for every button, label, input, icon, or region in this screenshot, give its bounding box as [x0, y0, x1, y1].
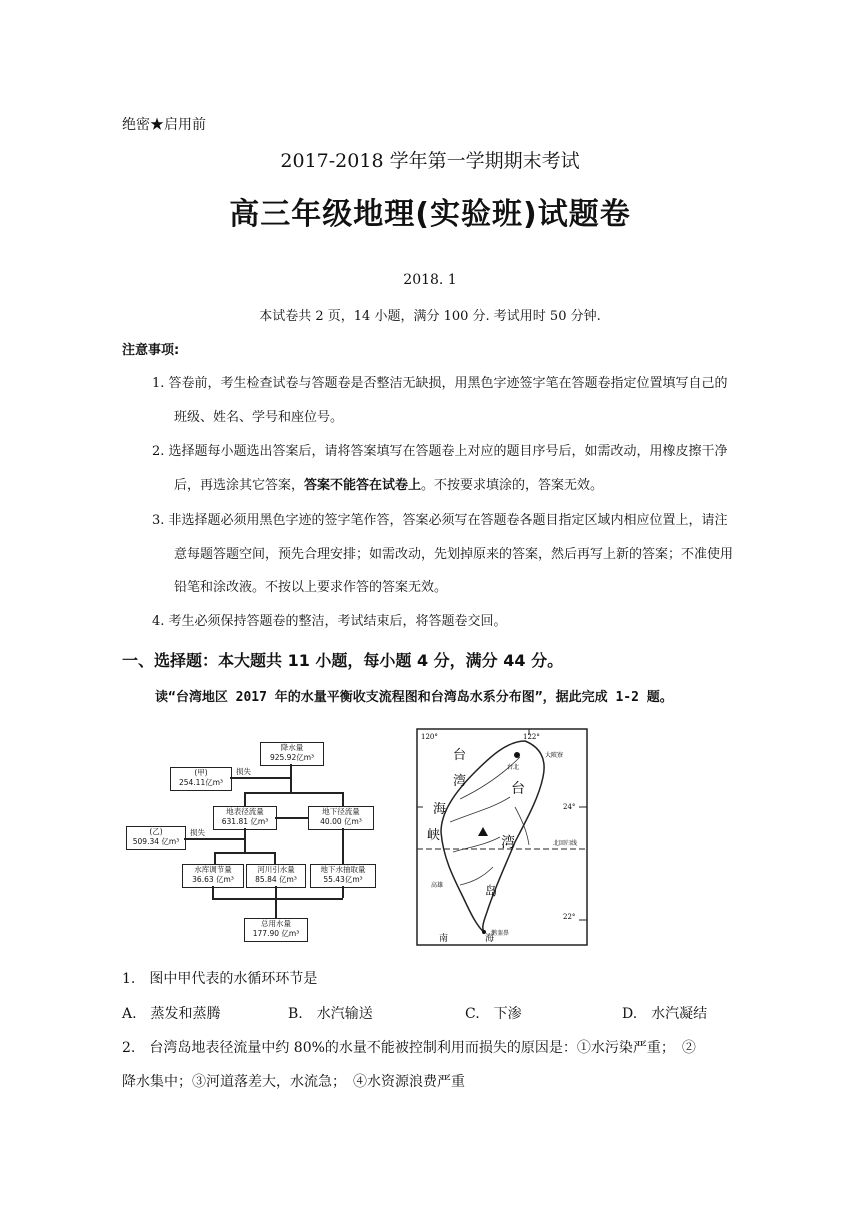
box-value: 55.43亿m³ — [323, 875, 363, 884]
box-label: 水库调节量 — [194, 865, 232, 874]
section-title: 一、选择题：本大题共 11 小题，每小题 4 分，满分 44 分。 — [122, 651, 564, 670]
notice-item-1: 1. 答卷前，考生检查试卷与答题卷是否整洁无缺损，用黑色字迹签字笔在答题卷指定位置填写自己的 — [152, 376, 728, 391]
notice-text: 后，再选涂其它答案， — [174, 478, 305, 493]
confidential-label: 绝密★启用前 — [122, 117, 206, 133]
ground-runoff-box — [308, 806, 374, 830]
connector — [342, 828, 344, 864]
island-char: 湾 — [501, 835, 515, 851]
tropic-label: 北回归线 — [553, 840, 578, 847]
box-label: 总用水量 — [261, 919, 291, 928]
connector — [342, 886, 344, 898]
total-box — [244, 918, 308, 942]
taiwan-island-outline — [441, 741, 544, 933]
connector — [275, 898, 277, 918]
city-marker — [514, 752, 520, 758]
city-label-taibei: 台北 — [507, 764, 520, 771]
lat-label-22: 22° — [563, 913, 576, 921]
connector — [244, 792, 246, 806]
notice-title: 注意事项: — [122, 343, 180, 358]
island-char: 台 — [511, 781, 525, 797]
notice-item-2: 2. 选择题每小题选出答案后，请将答案填写在答题卷上对应的题目序号后，如需改动，用橡皮擦干净 — [152, 444, 728, 459]
rain-box — [260, 742, 324, 766]
reservoir-box — [182, 864, 244, 888]
connector — [230, 777, 290, 779]
q1-option-a: A. 蒸发和蒸腾 — [122, 1006, 221, 1022]
connector — [290, 764, 292, 792]
question-2: 2. 台湾岛地表径流量中约 80%的水量不能被控制利用而损失的原因是：①水污染严重； ② — [122, 1040, 696, 1056]
q1-option-c: C. 下渗 — [465, 1006, 522, 1022]
jia-box — [170, 767, 232, 791]
box-label: 地下水抽取量 — [320, 865, 366, 874]
connector — [342, 792, 344, 806]
connector — [212, 886, 214, 898]
connector — [214, 852, 274, 854]
box-value: 631.81 亿m³ — [221, 817, 269, 826]
notice-emphasis: 答案不能答在试卷上 — [304, 478, 422, 493]
notice-text: 。不按要求填涂的，答案无效。 — [421, 478, 604, 493]
lat-label-24: 24° — [563, 803, 576, 811]
q1-option-b: B. 水汽输送 — [288, 1006, 373, 1022]
notice-item-3-cont: 意每题答题空间，预先合理安排；如需改动，先划掉原来的答案，然后再写上新的答案；不准使用 — [174, 547, 734, 562]
reading-prompt: 读“台湾地区 2017 年的水量平衡收支流程图和台湾岛水系分布图”，据此完成 1-2 题。 — [155, 690, 673, 705]
connector — [274, 852, 276, 864]
box-value: 85.84 亿m³ — [255, 875, 297, 884]
connector — [244, 828, 246, 852]
question-2-cont: 降水集中；③河道落差大，水流急； ④水资源浪费严重 — [122, 1074, 465, 1090]
notice-item-4: 4. 考生必须保持答题卷的整洁，考试结束后，将答题卷交回。 — [152, 614, 507, 629]
label-gaoxiong: 高雄 — [431, 882, 444, 889]
strait-char: 海 — [433, 802, 447, 817]
box-value: 36.63 亿m³ — [192, 875, 234, 884]
box-value: 40.00 亿m³ — [320, 817, 362, 826]
notice-item-3-cont2: 铅笔和涂改液。不按以上要求作答的答案无效。 — [174, 580, 448, 595]
box-value: 254.11亿m³ — [178, 778, 224, 787]
box-label: (甲) — [194, 768, 208, 777]
lon-label-120: 120° — [421, 733, 438, 741]
page-title: 高三年级地理(实验班)试题卷 — [229, 197, 631, 232]
water-balance-flowchart — [120, 730, 392, 950]
connector — [244, 792, 342, 794]
exam-info: 本试卷共 2 页，14 小题，满分 100 分. 考试用时 50 分钟. — [259, 309, 601, 324]
connector — [214, 852, 216, 864]
strait-char: 湾 — [453, 774, 467, 789]
loss-label: 损失 — [190, 828, 205, 837]
south-sea-char: 南 — [439, 934, 449, 944]
label-dasha: 大陂寮 — [545, 752, 564, 759]
surface-runoff-box — [213, 806, 277, 830]
strait-char: 台 — [453, 748, 467, 763]
pump-box — [310, 864, 376, 888]
box-value: 925.92亿m³ — [269, 753, 315, 762]
river-box — [246, 864, 306, 888]
lon-label-122: 122° — [523, 733, 540, 741]
box-label: (乙) — [149, 827, 163, 836]
connector — [212, 898, 343, 900]
notice-item-1-cont: 班级、姓名、学号和座位号。 — [174, 410, 344, 425]
box-label: 降水量 — [280, 743, 304, 752]
box-value: 509.34 亿m³ — [132, 837, 180, 846]
connector — [275, 886, 277, 898]
connector — [184, 838, 244, 840]
label-eluan: 鹅銮鼻 — [491, 930, 510, 937]
notice-item-2-cont — [174, 474, 754, 493]
island-char: 岛 — [485, 884, 498, 898]
exam-date: 2018. 1 — [403, 272, 457, 288]
box-label: 地下径流量 — [322, 807, 360, 816]
strait-char: 峡 — [427, 828, 441, 843]
connector — [275, 817, 308, 819]
question-1: 1. 图中甲代表的水循环环节是 — [122, 971, 318, 987]
yi-box — [126, 826, 186, 850]
loss-label: 损失 — [236, 767, 251, 776]
map-svg — [415, 727, 590, 947]
taiwan-map — [415, 727, 590, 947]
exam-year-title: 2017-2018 学年第一学期期末考试 — [280, 150, 580, 172]
box-value: 177.90 亿m³ — [252, 929, 300, 938]
box-label: 河川引水量 — [257, 865, 295, 874]
notice-item-3: 3. 非选择题必须用黑色字迹的签字笔作答，答案必须写在答题卷各题目指定区域内相应位置上，请注 — [152, 513, 728, 528]
q1-option-d: D. 水汽凝结 — [622, 1006, 708, 1022]
box-label: 地表径流量 — [226, 807, 264, 816]
south-sea-char: 海 — [485, 934, 495, 944]
